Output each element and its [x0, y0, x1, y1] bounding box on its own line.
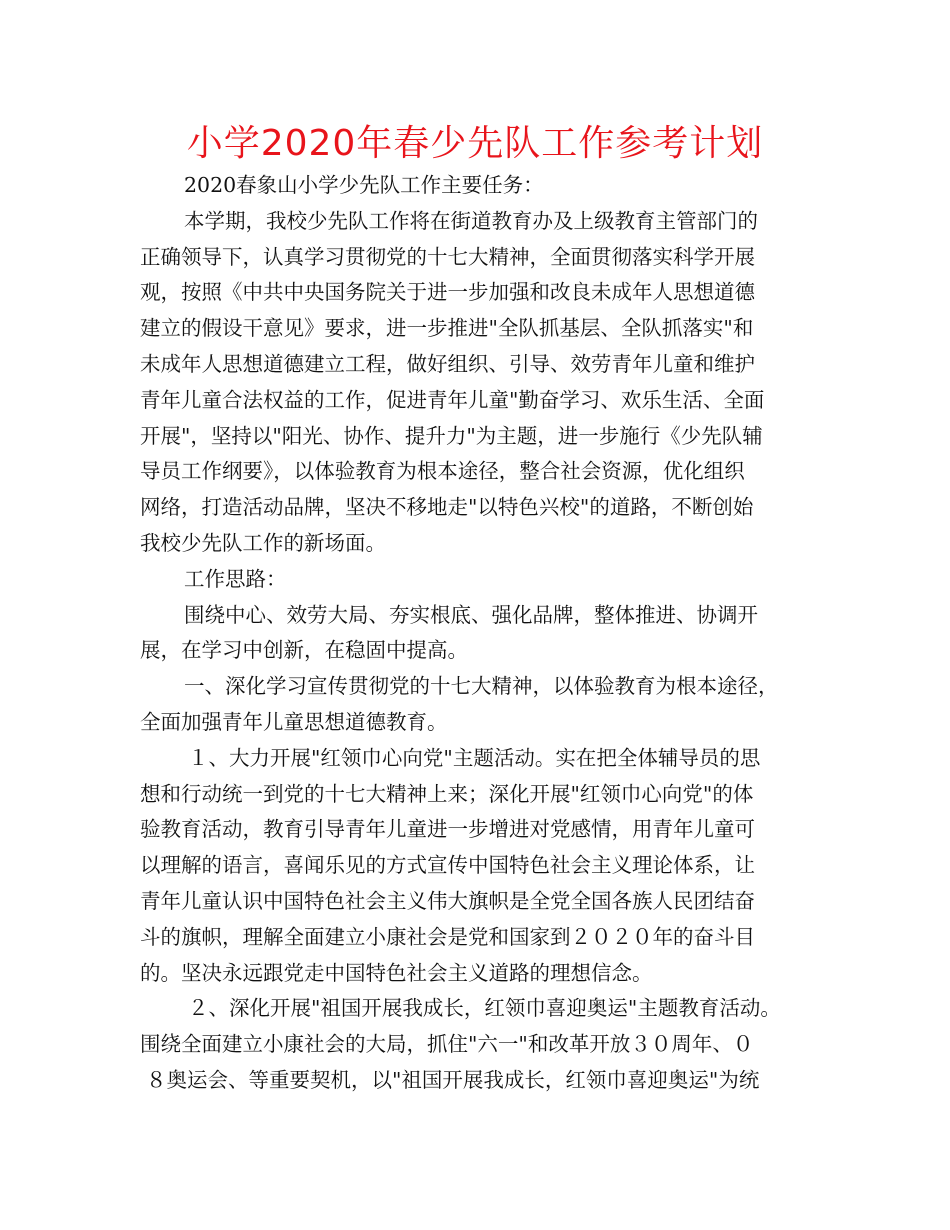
paragraph-line: ８奥运会、等重要契机，以"祖国开展我成长，红领巾喜迎奥运"为统 [146, 1067, 760, 1092]
paragraph-line: 观，按照《中共中央国务院关于进一步加强和改良未成年人思想道德 [140, 280, 755, 305]
paragraph-line: 正确领导下，认真学习贯彻党的十七大精神，全面贯彻落实科学开展 [140, 244, 755, 269]
paragraph-line: 导员工作纲要》，以体验教育为根本途径，整合社会资源，优化组织 [140, 459, 745, 484]
paragraph-line: 开展"，坚持以"阳光、协作、提升力"为主题，进一步施行《少先队辅 [140, 423, 763, 448]
document-title: 小学2020年春少先队工作参考计划 [186, 123, 764, 164]
paragraph-line: 未成年人思想道德建立工程，做好组织、引导、效劳青年儿童和维护 [140, 351, 755, 376]
paragraph-line: 展，在学习中创新，在稳固中提高。 [140, 638, 468, 663]
paragraph-line: 网络，打造活动品牌，坚决不移地走"以特色兴校"的道路，不断创始 [140, 495, 754, 520]
paragraph-line: 本学期，我校少先队工作将在街道教育办及上级教育主管部门的 [184, 208, 758, 233]
section-heading: 2020春象山小学少先队工作主要任务： [184, 173, 544, 197]
paragraph-line: 围绕中心、效劳大局、夯实根底、强化品牌，整体推进、协调开 [184, 602, 758, 627]
paragraph-line: 想和行动统一到党的十七大精神上来；深化开展"红领巾心向党"的体 [140, 781, 754, 806]
paragraph-line: 全面加强青年儿童思想道德教育。 [140, 709, 448, 734]
paragraph-line: 验教育活动，教育引导青年儿童进一步增进对党感情，用青年儿童可 [140, 817, 755, 842]
paragraph-line: 的。坚决永远跟党走中国特色社会主义道路的理想信念。 [140, 960, 653, 985]
list-item-heading: ２、深化开展"祖国开展我成长，红领巾喜迎奥运"主题教育活动。 [188, 996, 781, 1021]
document-body [140, 168, 820, 1099]
paragraph-line: 青年儿童合法权益的工作，促进青年儿童"勤奋学习、欢乐生活、全面 [140, 387, 765, 412]
list-item-heading: １、大力开展"红领巾心向党"主题活动。实在把全体辅导员的思 [188, 745, 761, 770]
section-heading: 一、深化学习宣传贯彻党的十七大精神，以体验教育为根本途径， [184, 674, 779, 699]
paragraph-line: 斗的旗帜，理解全面建立小康社会是党和国家到２０２０年的奋斗目 [140, 924, 755, 949]
section-heading: 工作思路： [184, 566, 287, 591]
paragraph-line: 围绕全面建立小康社会的大局，抓住"六一"和改革开放３０周年、０ [140, 1032, 754, 1057]
paragraph-line: 建立的假设干意见》要求，进一步推进"全队抓基层、全队抓落实"和 [140, 316, 754, 341]
paragraph-line: 青年儿童认识中国特色社会主义伟大旗帜是全党全国各族人民团结奋 [140, 888, 755, 913]
paragraph-line: 我校少先队工作的新场面。 [140, 530, 386, 555]
paragraph-line: 以理解的语言，喜闻乐见的方式宣传中国特色社会主义理论体系，让 [140, 853, 755, 878]
